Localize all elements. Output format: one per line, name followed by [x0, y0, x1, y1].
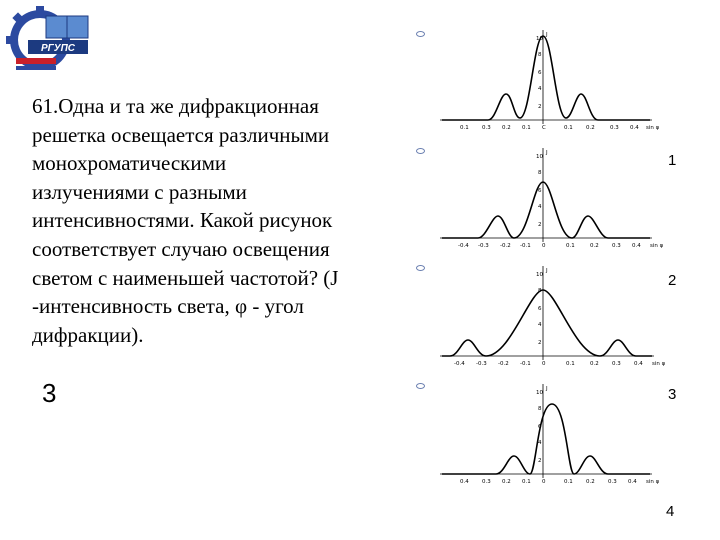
- x-tick: 0.3: [612, 361, 621, 367]
- x-tick: 0.4: [628, 479, 637, 485]
- x-tick: -0.1: [520, 243, 531, 249]
- option-radio-3[interactable]: [416, 265, 425, 271]
- x-tick: 0.1: [564, 479, 573, 485]
- y-label: J: [546, 32, 548, 38]
- option-number-2: 2: [668, 272, 677, 289]
- x-tick: 0.1: [522, 125, 531, 131]
- y-label: J: [546, 386, 548, 392]
- diffraction-graph-a: [440, 28, 668, 138]
- y-tick: 2: [538, 340, 542, 346]
- diffraction-graph-b: [440, 146, 668, 256]
- x-label: sin φ: [646, 125, 660, 131]
- x-tick: -0.3: [476, 361, 487, 367]
- x-tick: 0.3: [482, 125, 491, 131]
- y-tick: 10: [536, 154, 543, 160]
- y-tick: 10: [536, 390, 543, 396]
- x-tick: 0.3: [482, 479, 491, 485]
- option-number-1: 1: [668, 152, 677, 169]
- x-tick: 0.4: [632, 243, 641, 249]
- y-tick: 10: [536, 272, 543, 278]
- x-tick: 0.2: [590, 243, 599, 249]
- y-tick: 8: [538, 406, 542, 412]
- x-tick: -0.3: [478, 243, 489, 249]
- x-tick: 0.1: [564, 125, 573, 131]
- option-radio-2[interactable]: [416, 148, 425, 154]
- logo-text: РГУПС: [41, 43, 75, 54]
- x-tick: 0.4: [460, 479, 469, 485]
- x-tick: -0.2: [498, 361, 509, 367]
- question-text: 61.Одна и та же дифракционная решетка освещается различными монохроматическими излучениями с разными интенсивностями. Какой рисунок соответствует случаю освещения светом с наименьшей частотой? (J -интенсивность света, φ - угол дифракции).: [32, 94, 339, 347]
- university-logo: [2, 2, 100, 82]
- x-tick: 0.1: [566, 361, 575, 367]
- y-tick: 4: [538, 322, 542, 328]
- y-tick: 8: [538, 288, 542, 294]
- y-tick: 6: [538, 424, 542, 430]
- x-tick: 0.2: [502, 479, 511, 485]
- book-icon: [46, 16, 88, 38]
- x-tick: 0.1: [522, 479, 531, 485]
- intensity-curve: [442, 290, 652, 356]
- y-label: J: [546, 268, 548, 274]
- y-tick: 6: [538, 306, 542, 312]
- diffraction-graph-c: [440, 264, 668, 374]
- x-tick: 0: [542, 243, 546, 249]
- x-tick: 0.2: [590, 361, 599, 367]
- y-tick: 8: [538, 52, 542, 58]
- option-number-3: 3: [668, 386, 677, 403]
- x-tick: 0.1: [460, 125, 469, 131]
- x-tick: 0.3: [610, 125, 619, 131]
- y-tick: 2: [538, 458, 542, 464]
- option-radio-4[interactable]: [416, 383, 425, 389]
- intensity-curve: [442, 404, 650, 474]
- y-tick: 6: [538, 70, 542, 76]
- x-tick: 0: [542, 479, 546, 485]
- x-label: sin φ: [652, 361, 666, 367]
- x-tick: 0.2: [502, 125, 511, 131]
- x-tick: -0.4: [458, 243, 469, 249]
- x-tick: 0.2: [586, 125, 595, 131]
- option-number-4: 4: [666, 503, 675, 520]
- y-tick: 4: [538, 86, 542, 92]
- intensity-curve: [442, 182, 650, 238]
- x-tick: -0.4: [454, 361, 465, 367]
- y-tick: 8: [538, 170, 542, 176]
- x-tick: C: [542, 125, 546, 131]
- y-label: J: [546, 150, 548, 156]
- x-tick: 0.1: [566, 243, 575, 249]
- x-tick: 0.4: [634, 361, 643, 367]
- y-tick: 4: [538, 440, 542, 446]
- x-tick: 0.3: [608, 479, 617, 485]
- diffraction-graph-d: [440, 382, 668, 492]
- y-tick: 4: [538, 204, 542, 210]
- x-tick: -0.1: [520, 361, 531, 367]
- x-tick: 0.2: [586, 479, 595, 485]
- x-tick: 0.4: [630, 125, 639, 131]
- x-label: sin φ: [646, 479, 660, 485]
- y-tick: 6: [538, 188, 542, 194]
- answer-value: 3: [42, 378, 57, 408]
- y-tick: 10: [536, 36, 543, 42]
- y-tick: 2: [538, 222, 542, 228]
- x-tick: 0.3: [612, 243, 621, 249]
- option-radio-1[interactable]: [416, 31, 425, 37]
- x-tick: 0: [542, 361, 546, 367]
- x-label: sin φ: [650, 243, 664, 249]
- y-tick: 2: [538, 104, 542, 110]
- intensity-curve: [442, 36, 650, 120]
- x-tick: -0.2: [500, 243, 511, 249]
